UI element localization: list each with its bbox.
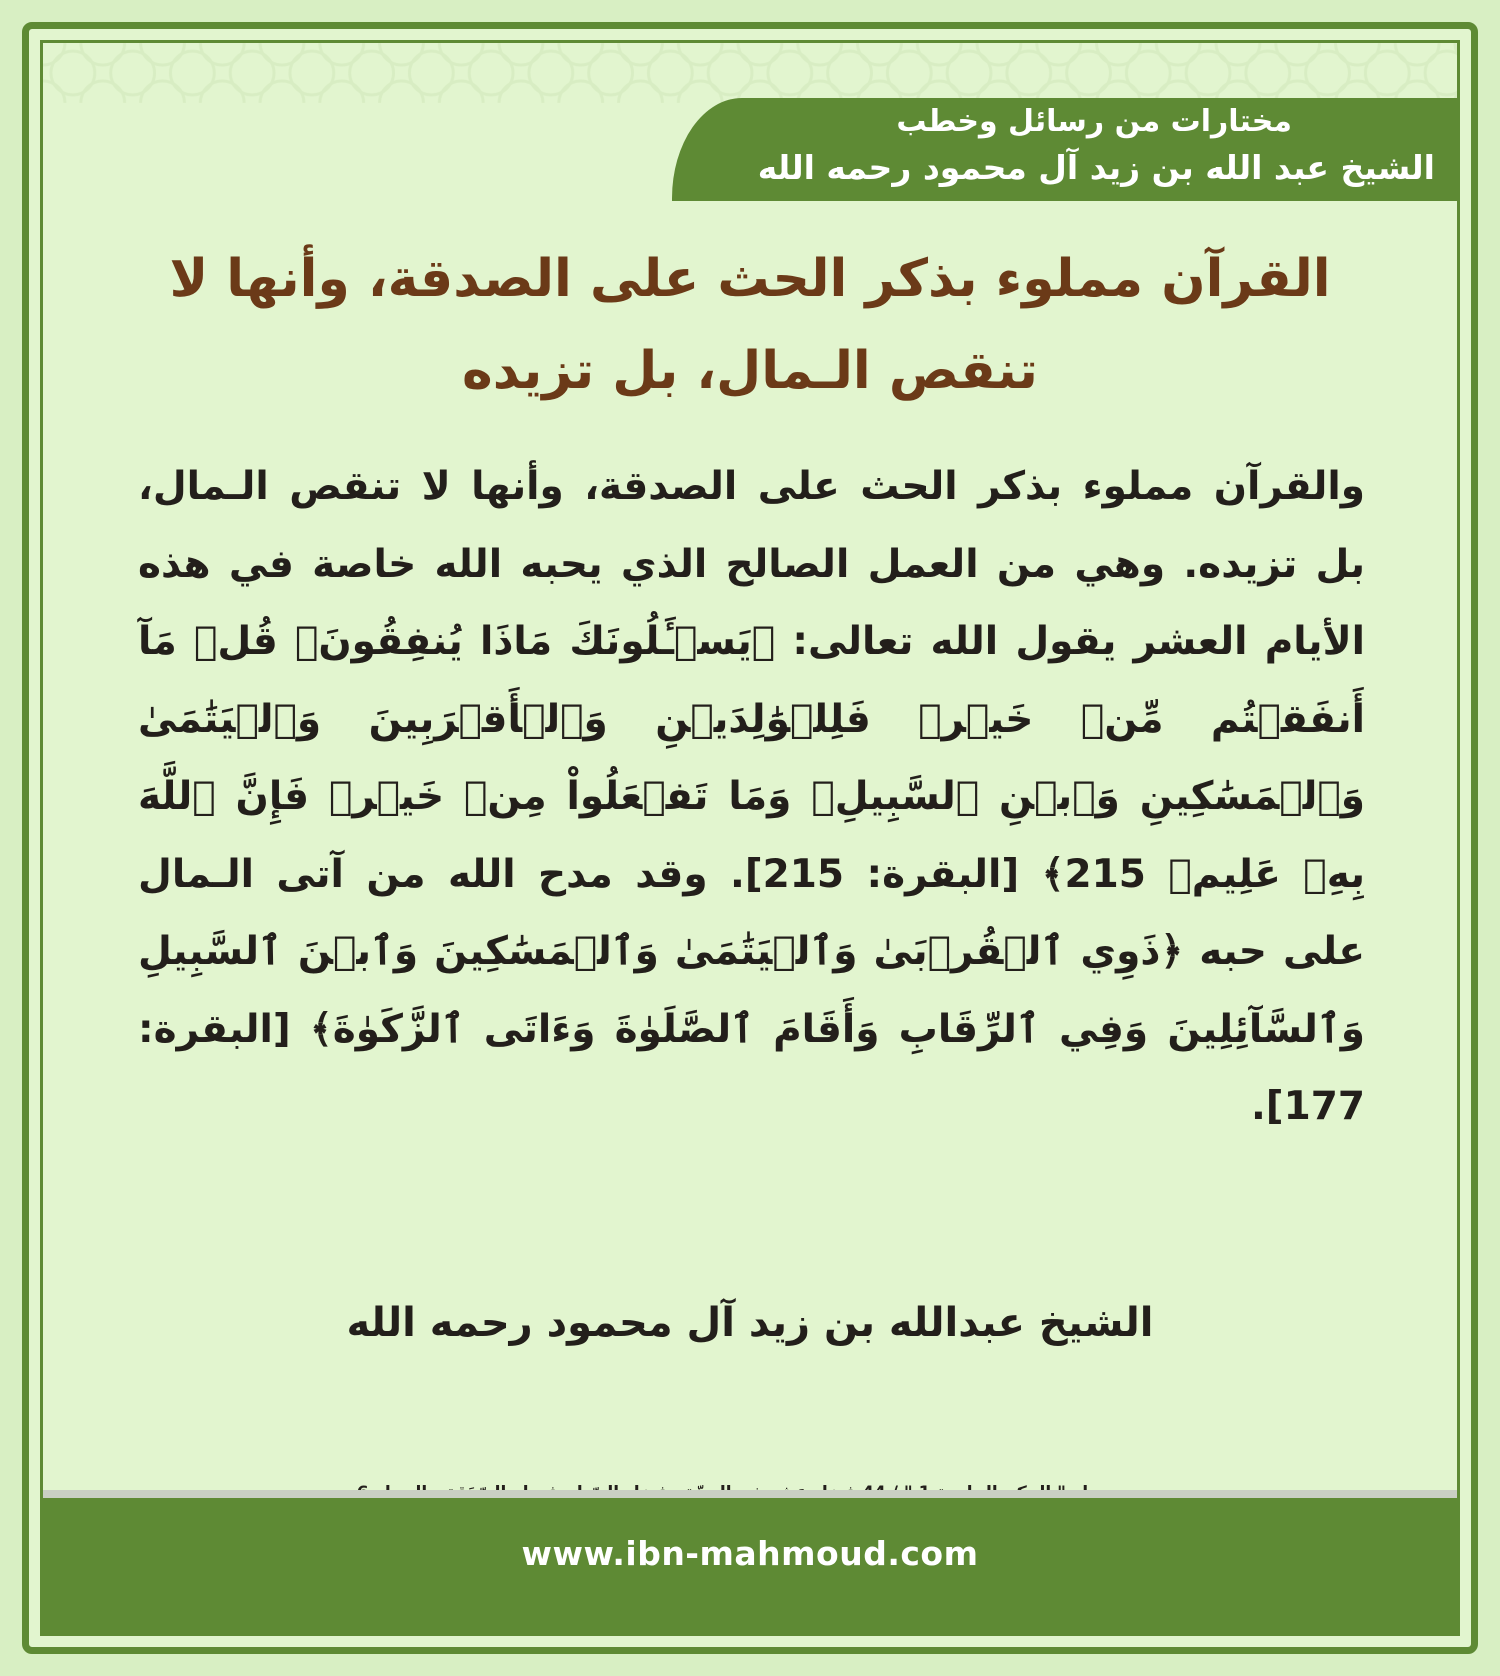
article-body: والقرآن مملوء بذكر الحث على الصدقة، وأنها لا تنقص الـمال، بل تزيده. وهي من العمل الصالح الذي يحبه الله خاصة في هذه الأيام العشر يقول الله تعالى: ﴿يَسۡـَٔلُونَكَ مَاذَا يُنفِقُونَۖ قُلۡ مَآ أَنفَقۡتُم مِّنۡ خَيۡرٖ فَلِلۡوَٰلِدَيۡنِ وَٱلۡأَقۡرَبِينَ وَٱلۡيَتَٰمَىٰ وَٱلۡمَسَٰكِينِ وَٱبۡنِ ٱلسَّبِيلِۗ وَمَا تَفۡعَلُواْ مِنۡ خَيۡرٖ فَإِنَّ ٱللَّهَ بِهِۦ عَلِيمٞ 215﴾ [البقرة: 215]. وقد مدح الله من آتى الـمال على حبه ﴿ذَوِي ٱلۡقُرۡبَىٰ وَٱلۡيَتَٰمَىٰ وَٱلۡمَسَٰكِينَ وَٱبۡنَ ٱلسَّبِيلِ وَٱلسَّآئِلِينَ وَفِي ٱلرِّقَابِ وَأَقَامَ ٱلصَّلَوٰةَ وَءَاتَى ٱلزَّكَوٰةَ﴾ [البقرة: 177].	[138, 464, 1366, 1129]
author-signature: الشيخ عبدالله بن زيد آل محمود رحمه الله	[346, 1300, 1154, 1346]
content-card	[40, 40, 1460, 1636]
ornament-pattern	[43, 43, 1457, 103]
series-title: مختارات من رسائل وخطب	[896, 104, 1292, 139]
article-title: القرآن مملوء بذكر الحث على الصدقة، وأنها لا تنقص الـمال، بل تزيده	[169, 249, 1331, 401]
series-author: الشيخ عبد الله بن زيد آل محمود رحمه الله	[757, 148, 1435, 187]
footer-banner	[43, 1490, 1457, 1633]
header-banner	[672, 98, 1457, 201]
website-url: www.ibn-mahmoud.com	[521, 1534, 979, 1573]
